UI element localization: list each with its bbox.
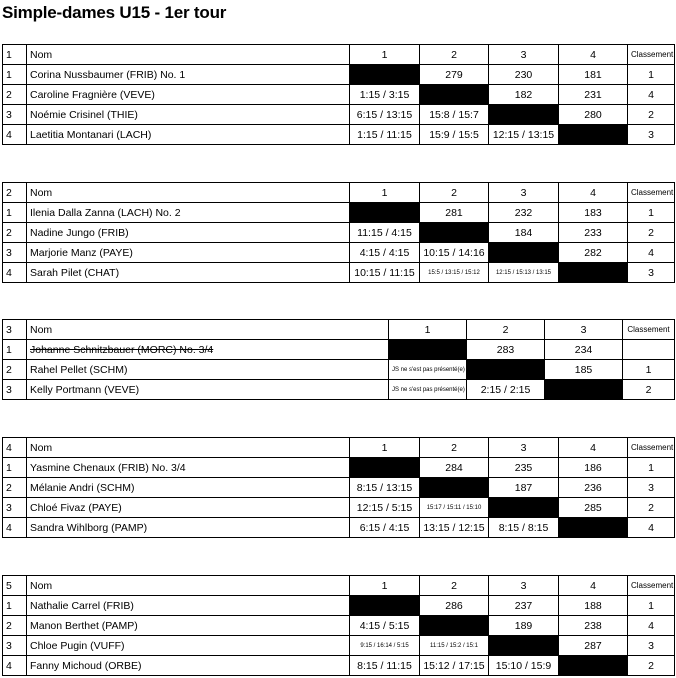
row-number: 4 xyxy=(3,518,27,538)
col-header: 4 xyxy=(559,576,628,596)
col-header: 3 xyxy=(489,576,559,596)
result-cell: 4:15 / 4:15 xyxy=(350,243,420,263)
self-cell xyxy=(559,518,628,538)
header-row xyxy=(3,438,675,458)
col-header: 3 xyxy=(489,45,559,65)
rank-cell: 1 xyxy=(628,203,675,223)
table-row xyxy=(3,596,675,616)
result-cell: 15:10 / 15:9 xyxy=(489,656,559,676)
name-header: Nom xyxy=(27,438,350,458)
name-header: Nom xyxy=(27,576,350,596)
header-row xyxy=(3,576,675,596)
result-cell: 183 xyxy=(559,203,628,223)
result-cell: 11:15 / 15:2 / 15:1 xyxy=(420,636,489,656)
player-name: Noémie Crisinel (THIE) xyxy=(27,105,350,125)
self-cell xyxy=(489,105,559,125)
col-header: 2 xyxy=(420,45,489,65)
rank-cell: 1 xyxy=(628,458,675,478)
rank-cell: 2 xyxy=(623,380,675,400)
result-cell: 15:17 / 15:11 / 15:10 xyxy=(420,498,489,518)
self-cell xyxy=(559,125,628,145)
result-cell: 232 xyxy=(489,203,559,223)
rank-cell: 2 xyxy=(628,656,675,676)
row-number: 2 xyxy=(3,360,27,380)
result-cell: 2:15 / 2:15 xyxy=(467,380,545,400)
classement-header: Classement xyxy=(628,183,675,203)
rank-cell: 1 xyxy=(628,596,675,616)
player-name: Nathalie Carrel (FRIB) xyxy=(27,596,350,616)
self-cell xyxy=(420,85,489,105)
self-cell xyxy=(350,65,420,85)
table-row xyxy=(3,616,675,636)
group-table xyxy=(2,182,675,283)
row-number: 3 xyxy=(3,243,27,263)
row-number: 2 xyxy=(3,616,27,636)
table-row xyxy=(3,223,675,243)
col-header: 3 xyxy=(489,438,559,458)
player-name: Yasmine Chenaux (FRIB) No. 3/4 xyxy=(27,458,350,478)
table-row xyxy=(3,243,675,263)
row-number: 2 xyxy=(3,223,27,243)
result-cell: 286 xyxy=(420,596,489,616)
self-cell xyxy=(420,616,489,636)
table-row xyxy=(3,458,675,478)
result-cell: JS ne s'est pas présenté(e) xyxy=(389,360,467,380)
result-cell: 15:9 / 15:5 xyxy=(420,125,489,145)
row-number: 4 xyxy=(3,656,27,676)
self-cell xyxy=(420,223,489,243)
result-cell: 10:15 / 14:16 xyxy=(420,243,489,263)
table-row xyxy=(3,636,675,656)
table-row xyxy=(3,105,675,125)
self-cell xyxy=(350,596,420,616)
rank-cell xyxy=(623,340,675,360)
result-cell: 287 xyxy=(559,636,628,656)
table-row xyxy=(3,85,675,105)
player-name: Rahel Pellet (SCHM) xyxy=(27,360,389,380)
result-cell: 10:15 / 11:15 xyxy=(350,263,420,283)
table-row xyxy=(3,340,675,360)
result-cell: 8:15 / 13:15 xyxy=(350,478,420,498)
classement-header: Classement xyxy=(628,576,675,596)
rank-cell: 3 xyxy=(628,125,675,145)
row-number: 3 xyxy=(3,105,27,125)
result-cell: 12:15 / 15:13 / 13:15 xyxy=(489,263,559,283)
rank-cell: 2 xyxy=(628,223,675,243)
player-name: Chloé Fivaz (PAYE) xyxy=(27,498,350,518)
header-row xyxy=(3,183,675,203)
row-number: 2 xyxy=(3,478,27,498)
result-cell: 181 xyxy=(559,65,628,85)
rank-cell: 4 xyxy=(628,518,675,538)
result-cell: 15:5 / 13:15 / 15:12 xyxy=(420,263,489,283)
rank-cell: 3 xyxy=(628,636,675,656)
table-row xyxy=(3,518,675,538)
group-table xyxy=(2,319,675,400)
table-row xyxy=(3,125,675,145)
result-cell: 285 xyxy=(559,498,628,518)
row-number: 3 xyxy=(3,380,27,400)
player-name: Sarah Pilet (CHAT) xyxy=(27,263,350,283)
group-number: 4 xyxy=(3,438,27,458)
result-cell: 231 xyxy=(559,85,628,105)
self-cell xyxy=(467,360,545,380)
result-cell: 8:15 / 11:15 xyxy=(350,656,420,676)
col-header: 2 xyxy=(420,576,489,596)
name-header: Nom xyxy=(27,183,350,203)
group-number: 1 xyxy=(3,45,27,65)
self-cell xyxy=(489,498,559,518)
result-cell: 9:15 / 16:14 / 5:15 xyxy=(350,636,420,656)
result-cell: 283 xyxy=(467,340,545,360)
row-number: 1 xyxy=(3,65,27,85)
name-header: Nom xyxy=(27,320,389,340)
result-cell: 236 xyxy=(559,478,628,498)
col-header: 1 xyxy=(350,183,420,203)
name-header: Nom xyxy=(27,45,350,65)
self-cell xyxy=(420,478,489,498)
row-number: 1 xyxy=(3,203,27,223)
classement-header: Classement xyxy=(623,320,675,340)
result-cell: 12:15 / 5:15 xyxy=(350,498,420,518)
result-cell: 234 xyxy=(545,340,623,360)
result-cell: 237 xyxy=(489,596,559,616)
row-number: 3 xyxy=(3,498,27,518)
table-row xyxy=(3,656,675,676)
rank-cell: 3 xyxy=(628,478,675,498)
player-name: Kelly Portmann (VEVE) xyxy=(27,380,389,400)
col-header: 1 xyxy=(389,320,467,340)
classement-header: Classement xyxy=(628,45,675,65)
header-row xyxy=(3,320,675,340)
self-cell xyxy=(350,203,420,223)
rank-cell: 4 xyxy=(628,243,675,263)
player-name: Sandra Wihlborg (PAMP) xyxy=(27,518,350,538)
player-name: Nadine Jungo (FRIB) xyxy=(27,223,350,243)
self-cell xyxy=(545,380,623,400)
table-row xyxy=(3,380,675,400)
result-cell: 282 xyxy=(559,243,628,263)
group-table xyxy=(2,575,675,676)
group-number: 2 xyxy=(3,183,27,203)
result-cell: 189 xyxy=(489,616,559,636)
self-cell xyxy=(559,656,628,676)
result-cell: 238 xyxy=(559,616,628,636)
result-cell: 4:15 / 5:15 xyxy=(350,616,420,636)
row-number: 2 xyxy=(3,85,27,105)
result-cell: 12:15 / 13:15 xyxy=(489,125,559,145)
rank-cell: 4 xyxy=(628,616,675,636)
result-cell: 185 xyxy=(545,360,623,380)
col-header: 3 xyxy=(489,183,559,203)
page-title: Simple-dames U15 - 1er tour xyxy=(2,3,227,22)
result-cell: 6:15 / 13:15 xyxy=(350,105,420,125)
player-name: Caroline Fragnière (VEVE) xyxy=(27,85,350,105)
table-row xyxy=(3,65,675,85)
table-row xyxy=(3,498,675,518)
player-name: Chloe Pugin (VUFF) xyxy=(27,636,350,656)
result-cell: 184 xyxy=(489,223,559,243)
rank-cell: 2 xyxy=(628,498,675,518)
col-header: 1 xyxy=(350,576,420,596)
classement-header: Classement xyxy=(628,438,675,458)
result-cell: 8:15 / 8:15 xyxy=(489,518,559,538)
player-name: Laetitia Montanari (LACH) xyxy=(27,125,350,145)
self-cell xyxy=(389,340,467,360)
row-number: 4 xyxy=(3,125,27,145)
result-cell: 15:12 / 17:15 xyxy=(420,656,489,676)
col-header: 2 xyxy=(420,183,489,203)
table-row xyxy=(3,360,675,380)
group-number: 5 xyxy=(3,576,27,596)
result-cell: 13:15 / 12:15 xyxy=(420,518,489,538)
col-header: 1 xyxy=(350,45,420,65)
col-header: 3 xyxy=(545,320,623,340)
result-cell: 1:15 / 3:15 xyxy=(350,85,420,105)
group-number: 3 xyxy=(3,320,27,340)
result-cell: 284 xyxy=(420,458,489,478)
rank-cell: 4 xyxy=(628,85,675,105)
row-number: 3 xyxy=(3,636,27,656)
result-cell: 187 xyxy=(489,478,559,498)
player-name: Johanne Schnitzbauer (MORC) No. 3/4 xyxy=(27,340,389,360)
row-number: 1 xyxy=(3,340,27,360)
row-number: 1 xyxy=(3,596,27,616)
result-cell: 188 xyxy=(559,596,628,616)
self-cell xyxy=(559,263,628,283)
table-row xyxy=(3,478,675,498)
result-cell: 186 xyxy=(559,458,628,478)
player-name: Corina Nussbaumer (FRIB) No. 1 xyxy=(27,65,350,85)
row-number: 4 xyxy=(3,263,27,283)
col-header: 2 xyxy=(420,438,489,458)
player-name: Manon Berthet (PAMP) xyxy=(27,616,350,636)
result-cell: 11:15 / 4:15 xyxy=(350,223,420,243)
group-table xyxy=(2,437,675,538)
result-cell: 280 xyxy=(559,105,628,125)
result-cell: 281 xyxy=(420,203,489,223)
result-cell: 15:8 / 15:7 xyxy=(420,105,489,125)
rank-cell: 3 xyxy=(628,263,675,283)
player-name: Mélanie Andri (SCHM) xyxy=(27,478,350,498)
col-header: 2 xyxy=(467,320,545,340)
player-name: Marjorie Manz (PAYE) xyxy=(27,243,350,263)
result-cell: JS ne s'est pas présenté(e) xyxy=(389,380,467,400)
result-cell: 1:15 / 11:15 xyxy=(350,125,420,145)
rank-cell: 1 xyxy=(623,360,675,380)
result-cell: 233 xyxy=(559,223,628,243)
rank-cell: 2 xyxy=(628,105,675,125)
table-row xyxy=(3,263,675,283)
col-header: 4 xyxy=(559,45,628,65)
result-cell: 6:15 / 4:15 xyxy=(350,518,420,538)
result-cell: 182 xyxy=(489,85,559,105)
col-header: 4 xyxy=(559,183,628,203)
result-cell: 279 xyxy=(420,65,489,85)
player-name: Fanny Michoud (ORBE) xyxy=(27,656,350,676)
self-cell xyxy=(489,636,559,656)
self-cell xyxy=(489,243,559,263)
rank-cell: 1 xyxy=(628,65,675,85)
result-cell: 230 xyxy=(489,65,559,85)
group-table xyxy=(2,44,675,145)
row-number: 1 xyxy=(3,458,27,478)
header-row xyxy=(3,45,675,65)
col-header: 4 xyxy=(559,438,628,458)
col-header: 1 xyxy=(350,438,420,458)
player-name: Ilenia Dalla Zanna (LACH) No. 2 xyxy=(27,203,350,223)
self-cell xyxy=(350,458,420,478)
result-cell: 235 xyxy=(489,458,559,478)
table-row xyxy=(3,203,675,223)
